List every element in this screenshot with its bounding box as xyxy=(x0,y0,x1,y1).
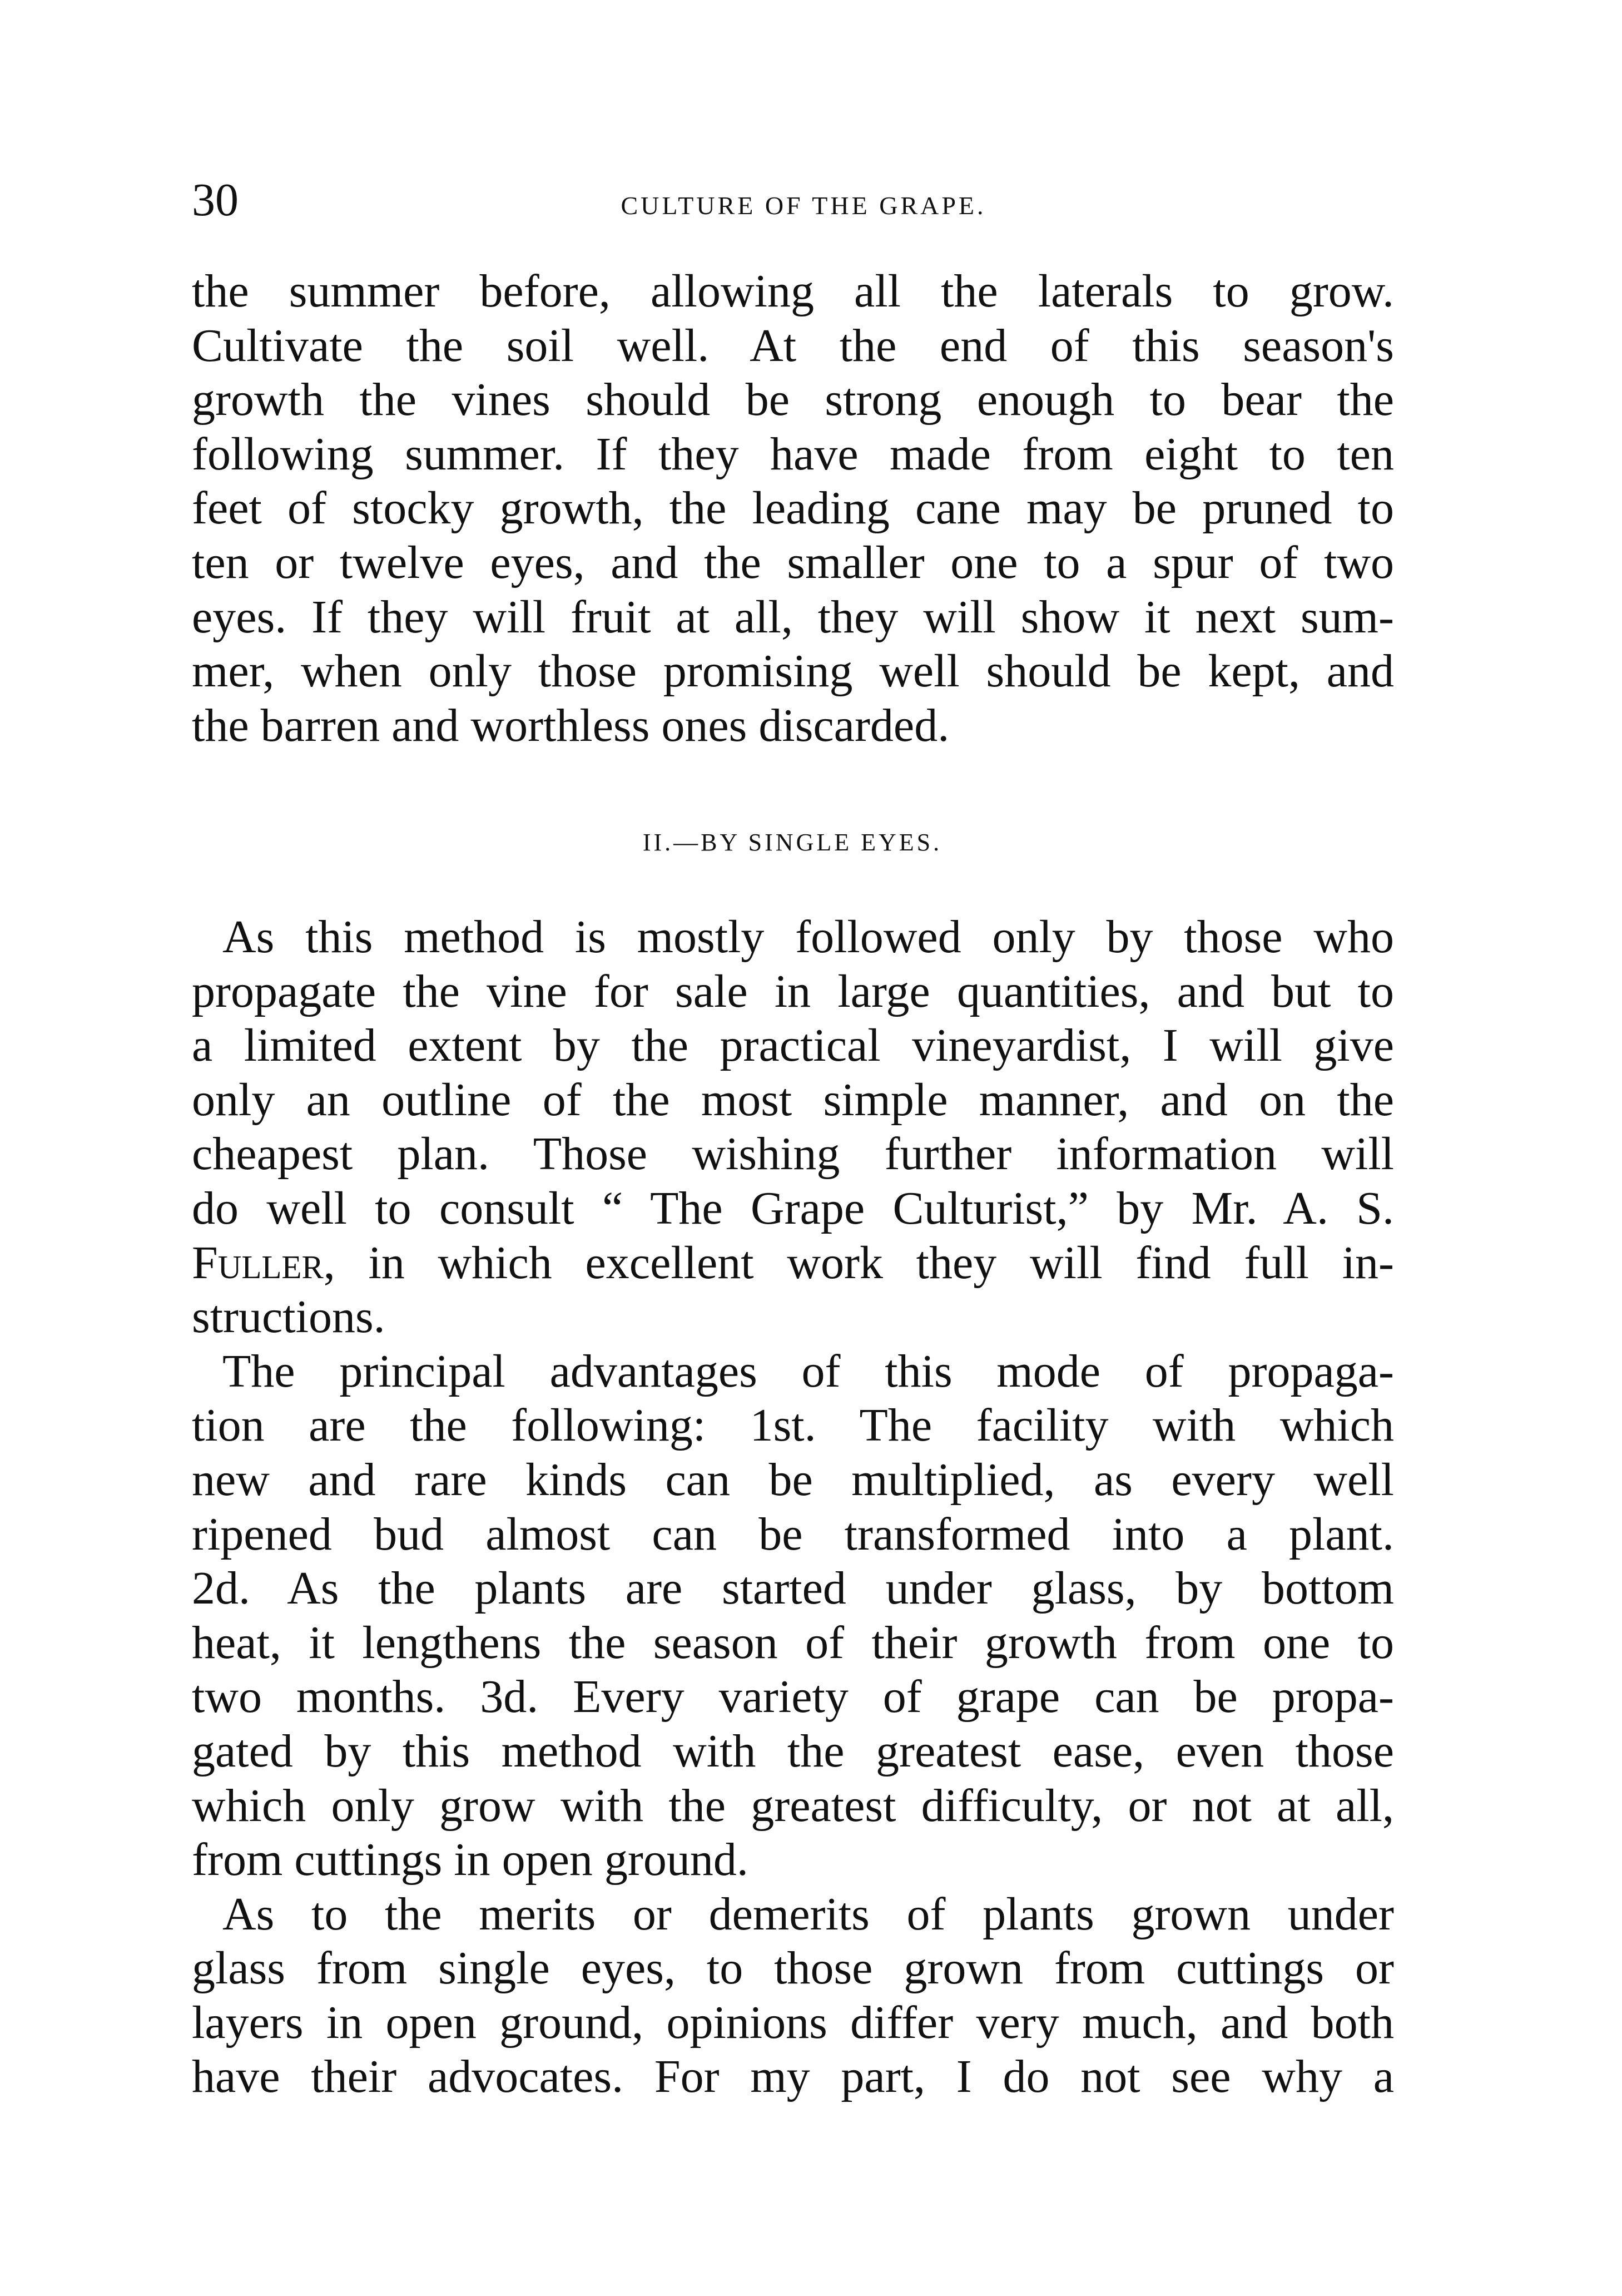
text-span: , in which excellent work they will find full in- xyxy=(323,1236,1394,1289)
author-name: Fuller xyxy=(192,1236,324,1289)
text-line: gated by this method with the greatest ease, even those xyxy=(192,1725,1394,1777)
text-line: ten or twelve eyes, and the smaller one to a spur of two xyxy=(192,536,1394,588)
text-line: only an outline of the most simple manner, and on the xyxy=(192,1073,1394,1126)
text-line: do well to consult “ The Grape Culturist,” by Mr. A. S. xyxy=(192,1182,1394,1234)
text-line: the summer before, allowing all the laterals to grow. xyxy=(192,265,1394,317)
text-line: the barren and worthless ones discarded. xyxy=(192,699,950,751)
section-heading: II.—BY SINGLE EYES. xyxy=(642,829,943,856)
text-line: cheapest plan. Those wishing further information will xyxy=(192,1128,1394,1180)
text-line: a limited extent by the practical vineyardist, I will give xyxy=(192,1020,1394,1072)
text-line: feet of stocky growth, the leading cane may be pruned to xyxy=(192,482,1394,535)
text-line: growth the vines should be strong enough to bear the xyxy=(192,374,1394,426)
body-text xyxy=(192,910,1394,2104)
text-line: propagate the vine for sale in large quantities, and but to xyxy=(192,965,1394,1017)
text-line: which only grow with the greatest difficulty, or not at all, xyxy=(192,1779,1394,1832)
text-line: new and rare kinds can be multiplied, as every well xyxy=(192,1453,1394,1506)
text-line: As this method is mostly followed only by those who xyxy=(222,911,1394,963)
text-line: layers in open ground, opinions differ very much, and both xyxy=(192,1996,1394,2048)
text-line: heat, it lengthens the season of their growth from one to xyxy=(192,1616,1394,1669)
text-line: ripened bud almost can be transformed into a plant. xyxy=(192,1508,1394,1560)
text-line: two months. 3d. Every variety of grape can be propa- xyxy=(192,1671,1394,1723)
text-line: glass from single eyes, to those grown from cuttings or xyxy=(192,1942,1394,1995)
running-head: CULTURE OF THE GRAPE. xyxy=(621,191,986,220)
text-line: 2d. As the plants are started under glass, by bottom xyxy=(192,1562,1394,1615)
text-line: The principal advantages of this mode of propaga- xyxy=(222,1345,1394,1397)
text-line: eyes. If they will fruit at all, they will show it next sum- xyxy=(192,591,1394,643)
text-line: tion are the following: 1st. The facility with which xyxy=(192,1399,1394,1452)
paragraph-1 xyxy=(192,264,1394,753)
text-line: structions. xyxy=(192,1291,385,1343)
text-line: As to the merits or demerits of plants grown under xyxy=(222,1888,1394,1940)
page-number: 30 xyxy=(192,174,239,226)
text-line: from cuttings in open ground. xyxy=(192,1834,748,1886)
text-line: Cultivate the soil well. At the end of this season's xyxy=(192,319,1394,372)
text-line: mer, when only those promising well should be kept, and xyxy=(192,645,1394,697)
text-line: following summer. If they have made from eight to ten xyxy=(192,428,1394,480)
text-line xyxy=(192,1236,1394,1290)
text-line: have their advocates. For my part, I do not see why a xyxy=(192,2051,1394,2103)
